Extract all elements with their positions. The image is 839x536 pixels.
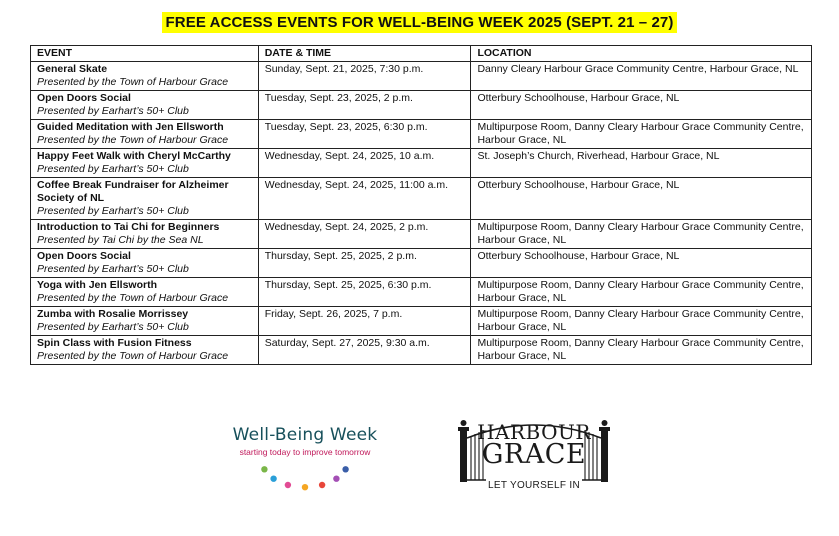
event-presenter: Presented by Tai Chi by the Sea NL	[37, 234, 204, 246]
harbour-grace-tagline: LET YOURSELF IN	[488, 480, 580, 491]
events-table	[30, 45, 812, 365]
datetime-cell: Friday, Sept. 26, 2025, 7 p.m.	[258, 307, 471, 336]
smile-dot	[302, 484, 308, 490]
location-cell: Otterbury Schoolhouse, Harbour Grace, NL	[471, 91, 812, 120]
datetime-cell: Thursday, Sept. 25, 2025, 2 p.m.	[258, 249, 471, 278]
harbour-grace-logo-line1: HARBOUR	[477, 420, 591, 444]
table-row	[31, 336, 812, 365]
event-presenter: Presented by Earhart’s 50+ Club	[37, 263, 189, 275]
location-cell: St. Joseph’s Church, Riverhead, Harbour Grace, NL	[471, 149, 812, 178]
smile-dot	[285, 482, 291, 488]
event-presenter: Presented by Earhart’s 50+ Club	[37, 163, 189, 175]
wellbeing-week-logo	[205, 425, 405, 500]
datetime-cell: Tuesday, Sept. 23, 2025, 2 p.m.	[258, 91, 471, 120]
event-name: Zumba with Rosalie Morrissey	[37, 308, 189, 320]
event-name: Spin Class with Fusion Fitness	[37, 337, 192, 349]
table-row	[31, 149, 812, 178]
event-name: General Skate	[37, 63, 108, 75]
location-cell: Multipurpose Room, Danny Cleary Harbour Grace Community Centre, Harbour Grace, NL	[471, 120, 812, 149]
event-name: Happy Feet Walk with Cheryl McCarthy	[37, 150, 231, 162]
location-cell: Otterbury Schoolhouse, Harbour Grace, NL	[471, 249, 812, 278]
header-event: EVENT	[31, 46, 259, 62]
event-cell	[31, 149, 259, 178]
smile-dot	[270, 476, 276, 482]
event-cell	[31, 336, 259, 365]
harbour-grace-logo	[456, 416, 612, 506]
event-cell	[31, 307, 259, 336]
event-cell	[31, 178, 259, 220]
smile-dot	[319, 482, 325, 488]
smile-dots-icon	[250, 460, 360, 500]
datetime-cell: Tuesday, Sept. 23, 2025, 6:30 p.m.	[258, 120, 471, 149]
event-name: Introduction to Tai Chi for Beginners	[37, 221, 220, 233]
event-name: Open Doors Social	[37, 92, 131, 104]
event-presenter: Presented by the Town of Harbour Grace	[37, 134, 229, 146]
event-name: Open Doors Social	[37, 250, 131, 262]
event-cell	[31, 120, 259, 149]
event-presenter: Presented by Earhart’s 50+ Club	[37, 321, 189, 333]
smile-dot	[261, 466, 267, 472]
datetime-cell: Wednesday, Sept. 24, 2025, 11:00 a.m.	[258, 178, 471, 220]
table-row	[31, 62, 812, 91]
event-presenter: Presented by the Town of Harbour Grace	[37, 350, 229, 362]
datetime-cell: Sunday, Sept. 21, 2025, 7:30 p.m.	[258, 62, 471, 91]
event-cell	[31, 91, 259, 120]
datetime-cell: Saturday, Sept. 27, 2025, 9:30 a.m.	[258, 336, 471, 365]
location-cell: Multipurpose Room, Danny Cleary Harbour Grace Community Centre, Harbour Grace, NL	[471, 220, 812, 249]
datetime-cell: Wednesday, Sept. 24, 2025, 10 a.m.	[258, 149, 471, 178]
event-name: Guided Meditation with Jen Ellsworth	[37, 121, 224, 133]
event-presenter: Presented by the Town of Harbour Grace	[37, 76, 229, 88]
smile-dot	[342, 466, 348, 472]
datetime-cell: Wednesday, Sept. 24, 2025, 2 p.m.	[258, 220, 471, 249]
event-presenter: Presented by Earhart’s 50+ Club	[37, 105, 189, 117]
smile-dot	[333, 476, 339, 482]
wellbeing-logo-tagline: starting today to improve tomorrow	[239, 447, 371, 457]
location-cell: Multipurpose Room, Danny Cleary Harbour Grace Community Centre, Harbour Grace, NL	[471, 336, 812, 365]
event-name: Coffee Break Fundraiser for Alzheimer Society of NL	[37, 179, 229, 204]
location-cell: Otterbury Schoolhouse, Harbour Grace, NL	[471, 178, 812, 220]
event-cell	[31, 62, 259, 91]
event-presenter: Presented by the Town of Harbour Grace	[37, 292, 229, 304]
event-cell	[31, 249, 259, 278]
wellbeing-logo-title: Well-Being Week	[232, 425, 378, 445]
event-cell	[31, 278, 259, 307]
title-wrap	[0, 12, 839, 33]
event-name: Yoga with Jen Ellsworth	[37, 279, 157, 291]
location-cell: Multipurpose Room, Danny Cleary Harbour Grace Community Centre, Harbour Grace, NL	[471, 307, 812, 336]
location-cell: Multipurpose Room, Danny Cleary Harbour Grace Community Centre, Harbour Grace, NL	[471, 278, 812, 307]
location-cell: Danny Cleary Harbour Grace Community Centre, Harbour Grace, NL	[471, 62, 812, 91]
table-header-row	[31, 46, 812, 62]
table-row	[31, 249, 812, 278]
datetime-cell: Thursday, Sept. 25, 2025, 6:30 p.m.	[258, 278, 471, 307]
table-row	[31, 278, 812, 307]
event-cell	[31, 220, 259, 249]
page-title: FREE ACCESS EVENTS FOR WELL-BEING WEEK 2025 (SEPT. 21 – 27)	[162, 12, 678, 33]
table-row	[31, 120, 812, 149]
header-location: LOCATION	[471, 46, 812, 62]
table-row	[31, 178, 812, 220]
event-presenter: Presented by Earhart’s 50+ Club	[37, 205, 189, 217]
harbour-grace-logo-line2: GRACE	[481, 439, 587, 470]
table-row	[31, 91, 812, 120]
header-date-time: DATE & TIME	[258, 46, 471, 62]
table-row	[31, 220, 812, 249]
table-row	[31, 307, 812, 336]
